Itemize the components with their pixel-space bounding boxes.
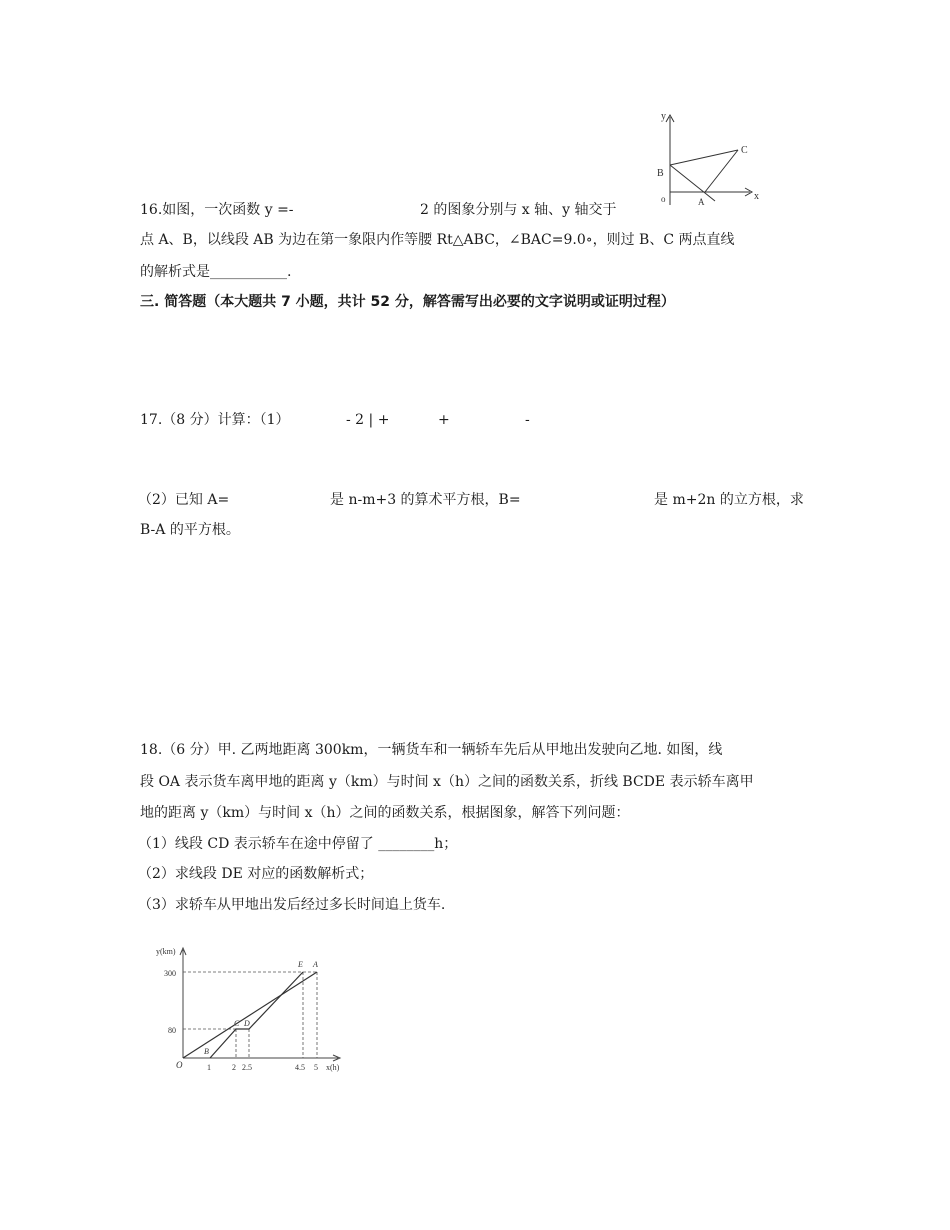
q18-line1: 18.（6 分）甲. 乙两地距离 300km，一辆货车和一辆轿车先后从甲地出发驶向乙地. 如图，线 (140, 742, 723, 758)
q16-text-part2: 2 的图象分别与 x 轴、y 轴交于 (420, 202, 617, 218)
q18-label-b: B (204, 1047, 209, 1056)
q17-part2-d: B-A 的平方根。 (140, 522, 240, 538)
q18-label-x5: 5 (314, 1063, 318, 1072)
q18-label-x45: 4.5 (295, 1063, 305, 1072)
q18-label-80: 80 (168, 1026, 176, 1035)
q16-figure (650, 105, 770, 210)
q18-label-o: O (176, 1060, 183, 1070)
q18-line3: 地的距离 y（km）与时间 x（h）之间的函数关系，根据图象，解答下列问题： (140, 805, 630, 821)
q18-segment-oa (183, 972, 317, 1058)
q18-graph (150, 940, 360, 1080)
q16-label-y: y (661, 111, 666, 122)
q16-line-ab (670, 165, 715, 201)
q18-label-xlabel: x(h) (326, 1063, 340, 1072)
q18-label-300: 300 (164, 969, 176, 978)
q18-label-ylabel: y(km) (156, 947, 176, 956)
q17-part2-c: 是 m+2n 的立方根，求 (654, 492, 804, 508)
q16-text-line2: 点 A、B，以线段 AB 为边在第一象限内作等腰 Rt△ABC，∠BAC=9.0∘，则过 B、C 两点直线 (140, 232, 735, 248)
q18-line2: 段 OA 表示货车离甲地的距离 y（km）与时间 x（h）之间的函数关系，折线 BCDE 表示轿车离甲 (140, 774, 754, 790)
q18-polyline-bcde (210, 972, 303, 1058)
q18-label-a: A (313, 960, 318, 969)
q18-label-c: C (234, 1019, 240, 1028)
q18-label-x25: 2.5 (242, 1063, 252, 1072)
q18-sub2: （2）求线段 DE 对应的函数解析式； (138, 866, 374, 882)
q17-line1: 17.（8 分）计算：（1） (140, 412, 290, 428)
q17-part2-b: 是 n-m+3 的算术平方根，B= (330, 492, 521, 508)
q18-label-d: D (244, 1019, 250, 1028)
q16-label-x: x (754, 191, 759, 202)
q17-term1: - 2 | + (346, 412, 390, 428)
q18-sub1: （1）线段 CD 表示轿车在途中停留了 ________h； (138, 836, 458, 852)
q18-label-x1: 1 (207, 1063, 211, 1072)
q17-term2: + (438, 412, 450, 428)
q16-label-b: B (657, 168, 664, 179)
q17-part2-a: （2）已知 A= (138, 492, 230, 508)
q16-label-a: A (698, 197, 705, 207)
section3-heading: 三. 简答题（本大题共 7 小题，共计 52 分，解答需写出必要的文字说明或证明过程） (140, 294, 675, 310)
q16-text-part1: 16.如图，一次函数 y =- (140, 202, 294, 218)
q18-label-e: E (298, 960, 303, 969)
q18-sub3: （3）求轿车从甲地出发后经过多长时间追上货车. (138, 897, 446, 913)
q18-label-x2: 2 (232, 1063, 236, 1072)
q17-term3: - (525, 412, 530, 428)
q16-text-line3: 的解析式是___________. (140, 264, 292, 280)
q16-label-o: o (661, 194, 666, 204)
q16-label-c: C (741, 145, 748, 156)
